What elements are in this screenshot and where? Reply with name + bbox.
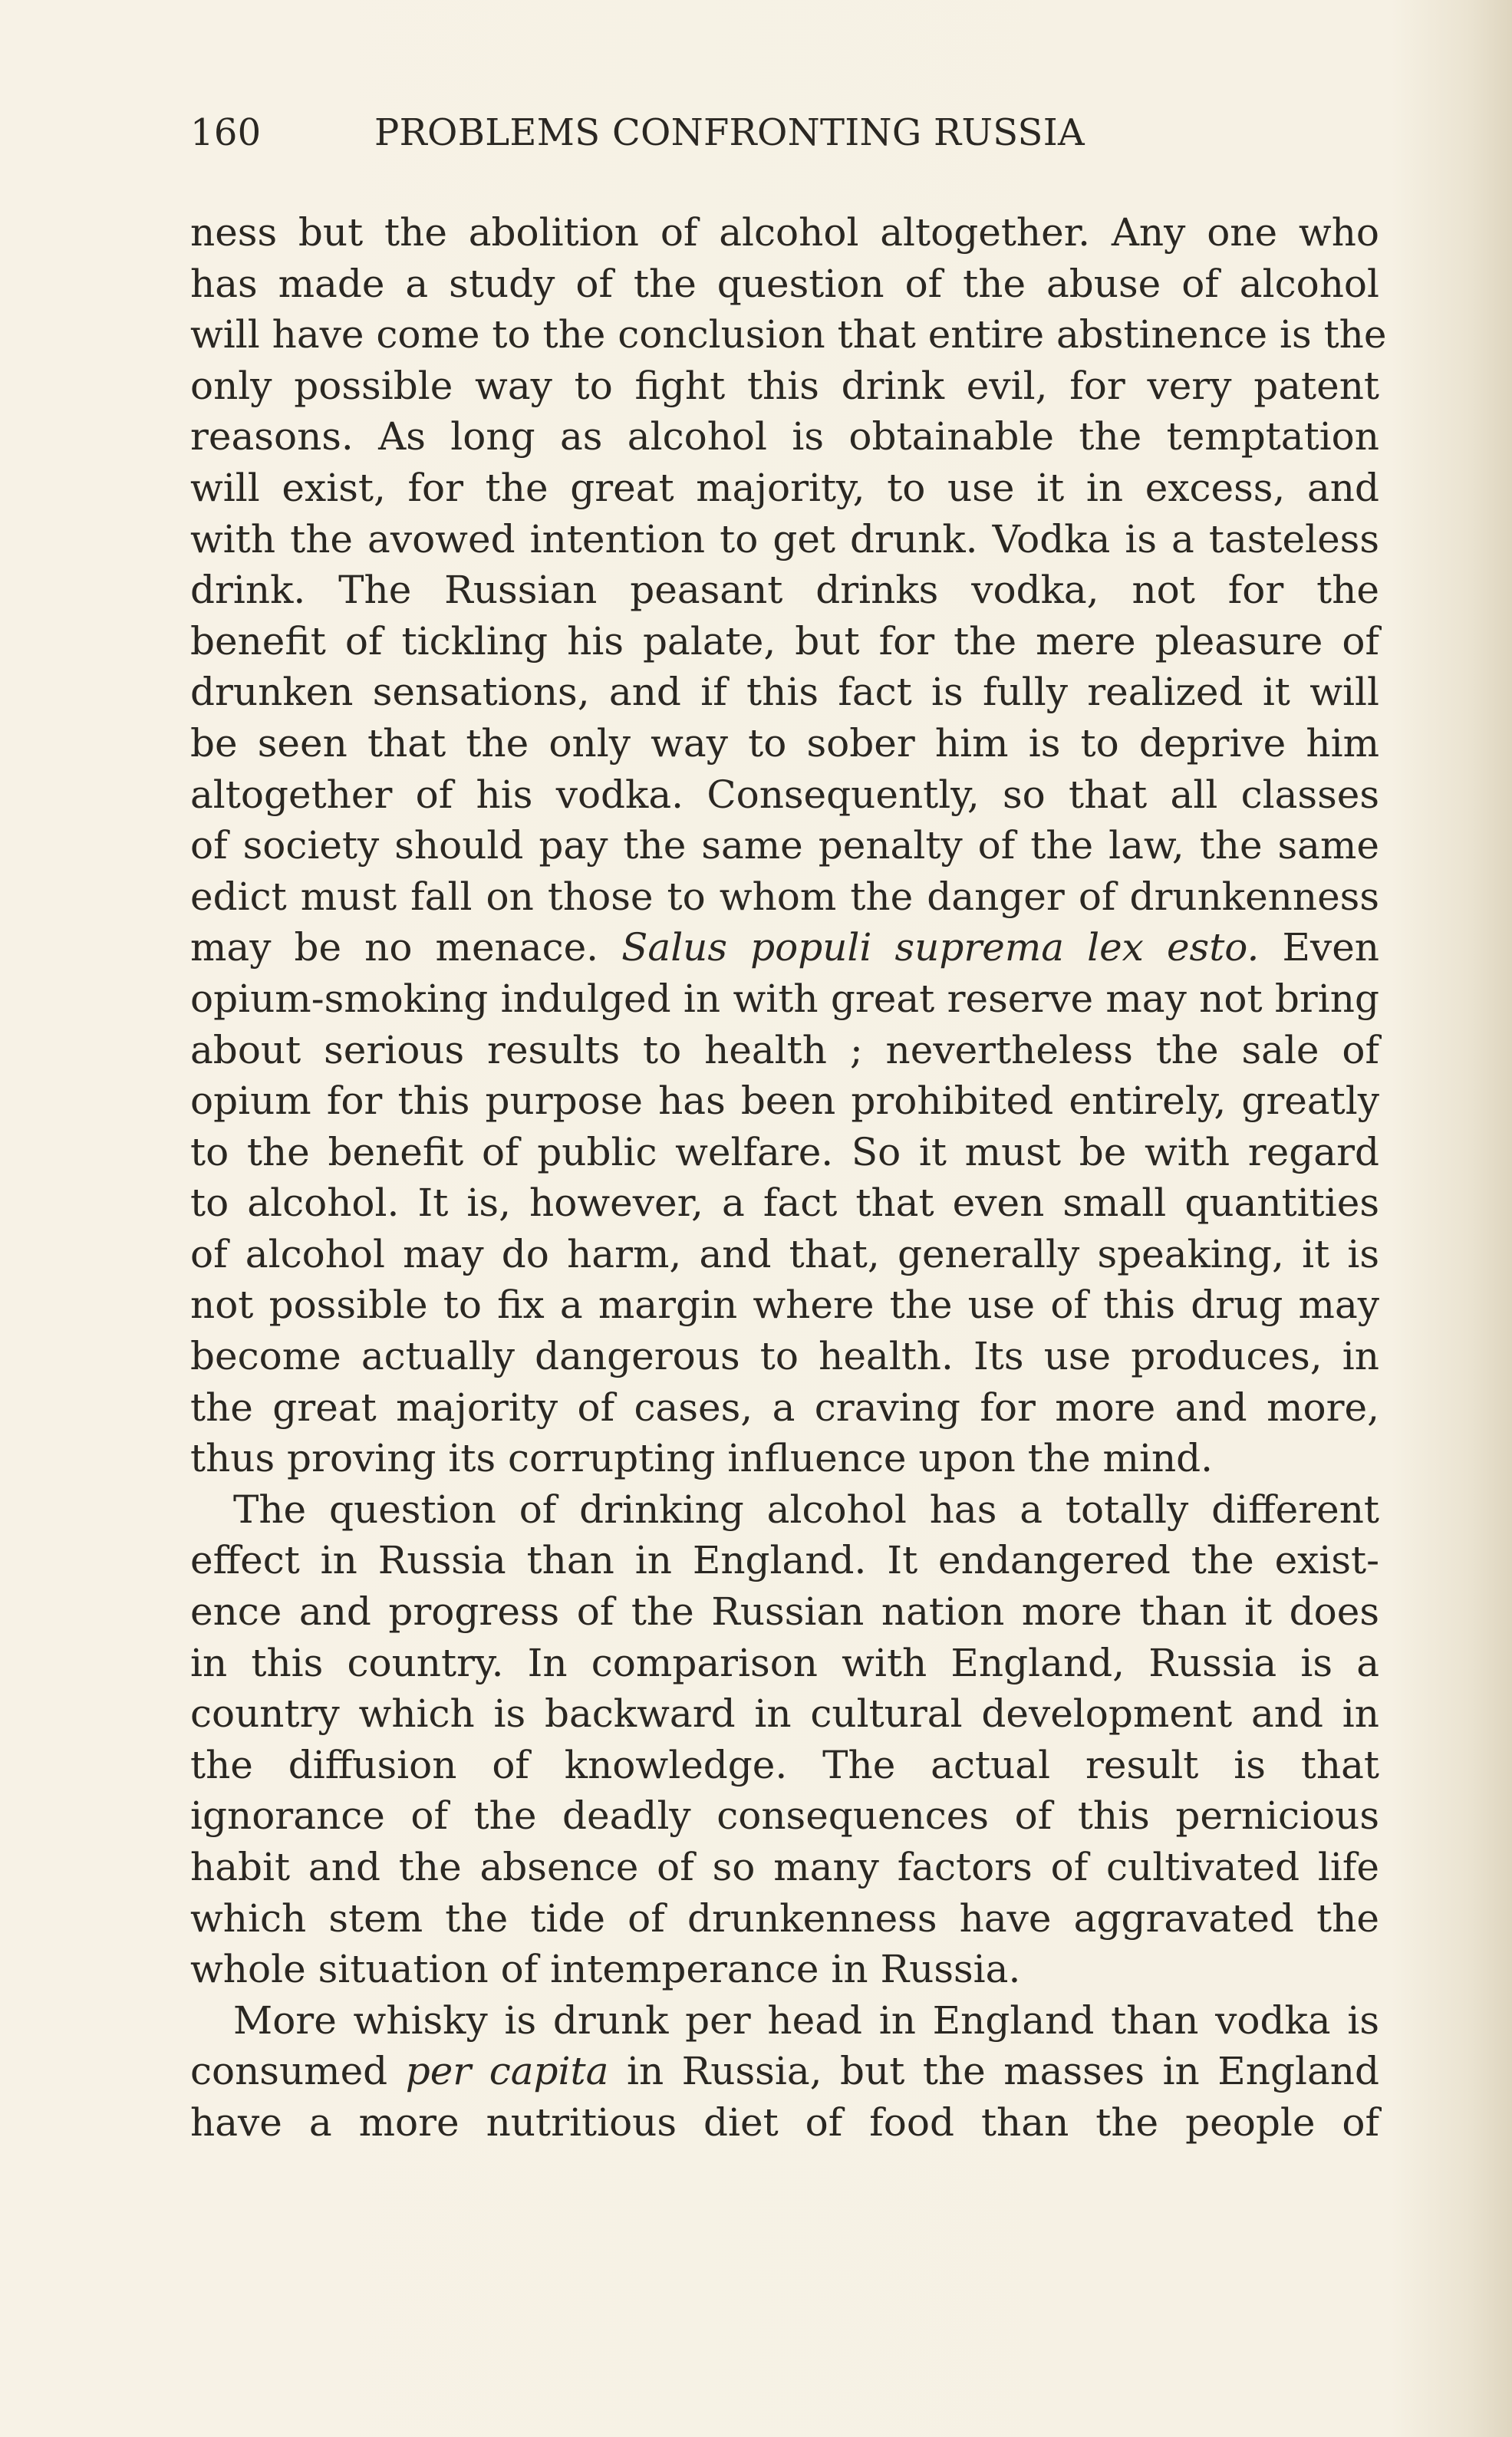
text-segment: consumed: [190, 2049, 406, 2094]
text-line: the diffusion of knowledge. The actual result is that: [190, 1742, 1379, 1787]
text-line: in this country. In comparison with England, Russia is a: [190, 1640, 1379, 1685]
text-line: with the avowed intention to get drunk. Vodka is a tasteless: [190, 516, 1379, 561]
page-number: 160: [190, 111, 262, 154]
text-line: reasons. As long as alcohol is obtainable the temptation: [190, 414, 1379, 459]
paragraph-start-line: The question of drinking alcohol has a totally different: [233, 1487, 1379, 1532]
paragraph-end-line: thus proving its corrupting influence upon the mind.: [190, 1436, 1214, 1481]
text-line: will exist, for the great majority, to use it in excess, and: [190, 465, 1379, 510]
text-line: opium-smoking indulged in with great reserve may not bring: [190, 976, 1379, 1021]
text-line: of alcohol may do harm, and that, generally speaking, it is: [190, 1231, 1379, 1276]
text-segment: may be no menace.: [190, 925, 622, 970]
running-head: [190, 106, 1280, 160]
text-line: ness but the abolition of alcohol altogether. Any one who: [190, 210, 1379, 255]
text-line: effect in Russia than in England. It endangered the exist-: [190, 1538, 1379, 1583]
text-line: habit and the absence of so many factors of cultivated life: [190, 1845, 1379, 1889]
text-line: will have come to the conclusion that entire abstinence is the: [190, 312, 1387, 357]
text-line: of society should pay the same penalty of the law, the same: [190, 823, 1379, 868]
text-line: have a more nutritious diet of food than the people of: [190, 2099, 1379, 2145]
text-line: opium for this purpose has been prohibited entirely, greatly: [190, 1079, 1379, 1124]
text-line: benefit of tickling his palate, but for the mere pleasure of: [190, 618, 1379, 664]
text-line: about serious results to health ; nevertheless the sale of: [190, 1027, 1379, 1072]
text-line: drink. The Russian peasant drinks vodka, not for the: [190, 568, 1379, 613]
body-text: [190, 207, 1387, 2149]
text-line: to alcohol. It is, however, a fact that even small quantities: [190, 1181, 1379, 1226]
latin-phrase: per capita: [405, 2049, 609, 2094]
text-line-with-italic: [190, 2046, 1379, 2097]
text-line: country which is backward in cultural development and in: [190, 1691, 1379, 1737]
text-line: to the benefit of public welfare. So it must be with regard: [190, 1129, 1379, 1174]
latin-maxim: Salus populi suprema lex esto.: [621, 925, 1260, 970]
text-line: has made a study of the question of the abuse of alcohol: [190, 261, 1379, 306]
running-title: PROBLEMS CONFRONTING RUSSIA: [374, 111, 1085, 154]
text-line: the great majority of cases, a craving for more and more,: [190, 1385, 1379, 1430]
text-line: drunken sensations, and if this fact is fully realized it will: [190, 670, 1379, 715]
text-line-with-italic: [190, 922, 1379, 973]
text-line: become actually dangerous to health. Its use produces, in: [190, 1334, 1379, 1379]
text-segment: Even: [1259, 925, 1380, 970]
text-line: ence and progress of the Russian nation more than it does: [190, 1589, 1379, 1635]
paragraph-end-line: whole situation of intemperance in Russia.: [190, 1947, 1021, 1992]
text-line: not possible to fix a margin where the use of this drug may: [190, 1283, 1379, 1328]
text-line: edict must fall on those to whom the danger of drunkenness: [190, 874, 1379, 919]
text-line: be seen that the only way to sober him is to deprive him: [190, 720, 1379, 766]
text-line: only possible way to fight this drink evil, for very patent: [190, 363, 1379, 408]
paragraph-start-line: More whisky is drunk per head in England than vodka is: [233, 1997, 1379, 2043]
text-line: altogether of his vodka. Consequently, so that all classes: [190, 772, 1379, 817]
text-segment: in Russia, but the masses in England: [608, 2049, 1379, 2094]
text-line: which stem the tide of drunkenness have aggravated the: [190, 1895, 1379, 1941]
text-line: ignorance of the deadly consequences of this pernicious: [190, 1793, 1379, 1839]
